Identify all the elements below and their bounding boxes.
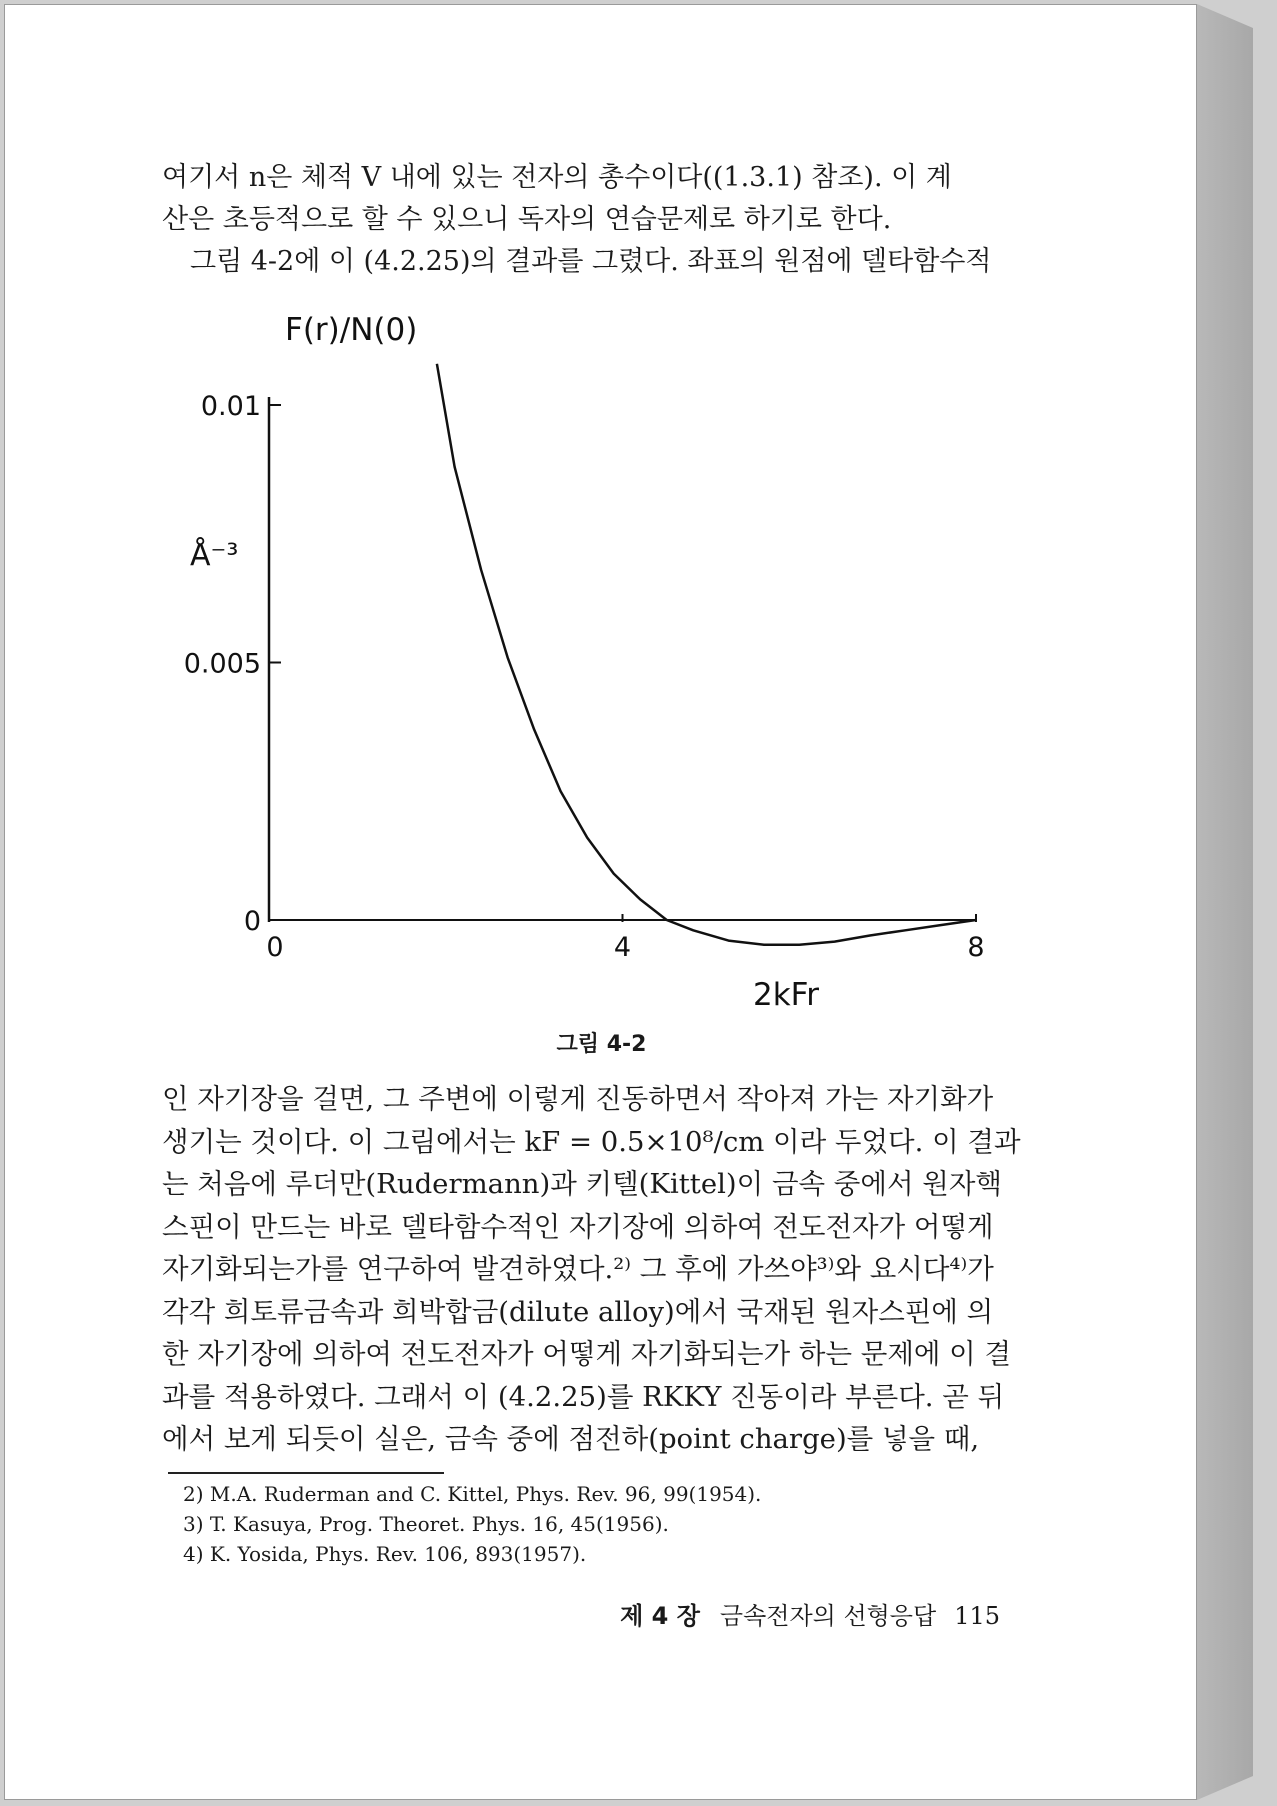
body-paragraph <box>162 1078 1040 1461</box>
text-line: 스핀이 만드는 바로 델타함수적인 자기장에 의하여 전도전자가 어떻게 <box>162 1210 994 1243</box>
rkky-chart <box>5 295 1197 1055</box>
text-line: 여기서 n은 체적 V 내에 있는 전자의 총수이다((1.3.1) 참조). 이 계 <box>162 162 952 193</box>
page-edge <box>1197 4 1253 1800</box>
text-line: 에서 보게 되듯이 실은, 금속 중에 점전하(point charge)를 넣을 때, <box>162 1423 980 1455</box>
page-number: 115 <box>954 1602 1000 1630</box>
series-line <box>437 364 976 945</box>
figure-caption: 그림 4-2 <box>556 1032 647 1057</box>
top-paragraph <box>162 157 1040 283</box>
figure-4-2 <box>5 295 1197 1055</box>
text-line: 인 자기장을 걸면, 그 주변에 이렇게 진동하면서 작아져 가는 자기화가 <box>162 1083 994 1115</box>
footnote-divider <box>168 1472 444 1474</box>
text-line: 과를 적용하였다. 그래서 이 (4.2.25)를 RKKY 진동이라 부른다. 곧 뒤 <box>162 1380 1005 1413</box>
text-line: 각각 희토류금속과 희박합금(dilute alloy)에서 국재된 원자스핀에 의 <box>162 1295 994 1328</box>
x-tick-label: 4 <box>613 932 632 963</box>
y-tick-label: 0.005 <box>183 648 261 680</box>
footnote-4: 4) K. Yosida, Phys. Rev. 106, 893(1957). <box>183 1542 587 1566</box>
x-tick-label: 8 <box>967 932 985 963</box>
text-line: 생기는 것이다. 이 그림에서는 kF = 0.5×10⁸/cm 이라 두었다. 이 결과 <box>162 1125 1021 1158</box>
y-axis-label: F(r)/N(0) <box>285 312 418 348</box>
text-line: 한 자기장에 의하여 전도전자가 어떻게 자기화되는가 하는 문제에 이 결 <box>162 1338 1012 1370</box>
footer-title: 금속전자의 선형응답 <box>719 1602 937 1630</box>
y-tick-label: 0 <box>243 906 261 937</box>
footnote-2: 2) M.A. Ruderman and C. Kittel, Phys. Rev. 96, 99(1954). <box>183 1482 762 1506</box>
y-tick-label: 0.01 <box>200 391 261 422</box>
text-line: 산은 초등적으로 할 수 있으니 독자의 연습문제로 하기로 한다. <box>162 204 892 235</box>
text-line: 는 처음에 루더만(Rudermann)과 키텔(Kittel)이 금속 중에서 원자핵 <box>162 1168 1002 1200</box>
x-tick-label: 0 <box>266 932 284 963</box>
x-axis-label: 2kFr <box>753 977 819 1013</box>
book-page <box>4 4 1197 1800</box>
text-line: 그림 4-2에 이 (4.2.25)의 결과를 그렸다. 좌표의 원점에 델타함수적 <box>190 246 992 277</box>
footer-chapter: 제 4 장 <box>620 1602 700 1630</box>
footnotes <box>183 1479 1043 1569</box>
text-line: 자기화되는가를 연구하여 발견하였다.²⁾ 그 후에 가쓰야³⁾와 요시다⁴⁾가 <box>162 1253 994 1285</box>
running-footer <box>620 1596 1000 1631</box>
footnote-3: 3) T. Kasuya, Prog. Theoret. Phys. 16, 45(1956). <box>183 1512 669 1536</box>
y-unit-label: Å⁻³ <box>190 538 239 573</box>
